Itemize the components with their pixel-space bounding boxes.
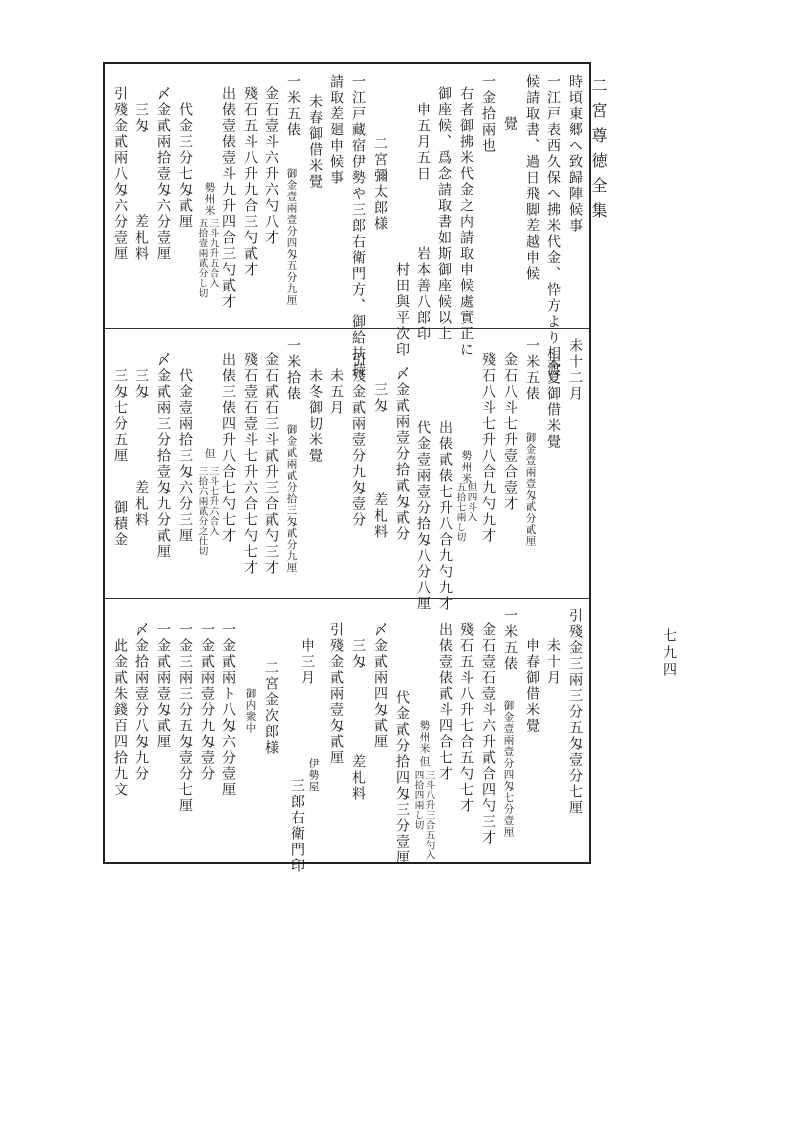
text-column: 三斗九升五合入 [207,218,219,288]
text-column: 勢州米 [203,182,216,217]
text-column: 三斗八升三合五勺入 [423,770,435,860]
text-column: 覺 [502,116,518,132]
text-column: 時頃東郷へ致歸陣候事 [567,74,583,234]
text-column: 〆金貳兩三分拾壹匁九分貳厘 [155,352,171,560]
text-column: 候請取書、過日飛脚差越申候 [524,74,540,282]
text-column: 一金貳兩壹匁貳厘 [155,622,171,750]
text-column: 代金三分七匁貳厘 [177,102,193,230]
section-divider [105,328,589,329]
text-column: 五拾壹兩貳分し切 [196,218,208,298]
text-column: 金石貳石三斗貳升三合貳勺三才 [263,352,279,576]
text-frame [103,62,591,874]
text-column: 三匁 [133,368,149,400]
text-column: 差札料 [372,492,388,540]
text-column: 金石壹斗六升六勺八才 [263,86,279,246]
text-column: 差札料 [133,214,149,262]
text-column: 伊勢屋 [307,758,320,793]
text-column: 御積金 [112,500,128,548]
text-column: 代金壹兩拾三匁六分三厘 [177,368,193,544]
text-column: 出俵壹俵貳斗四合七才 [437,622,453,782]
text-column: 但四斗入 [465,482,477,522]
text-column: 出俵三俵四升八合七勺七才 [220,352,236,544]
text-column: 岩本善八郎印 [415,246,431,342]
book-title: 二宮尊徳全集 [589,77,608,227]
section-divider [105,598,589,599]
text-column: 代金貳分拾四匁三分壹厘 [394,690,410,866]
text-column: 御金壹兩壹匁貳分貳厘 [524,432,537,547]
text-column: 一金拾兩也 [480,74,496,154]
text-column: 一金貳兩壹分九匁壹分 [199,622,215,782]
text-column: 勢州米 [460,450,473,485]
text-column: 二宮彌太郎様 [372,136,388,232]
text-column: 二宮金次郎様 [263,660,279,756]
text-column: 〆金貳兩四匁貳厘 [372,622,388,750]
text-column: 請取差廻申候事 [328,74,344,186]
text-column: 申五月五日 [415,102,431,182]
text-column: 三匁 [372,382,388,414]
text-section-bottom [105,600,589,874]
text-column: 三匁七分五厘 [112,368,128,464]
text-column: 三斗七升六合入 [207,466,219,536]
text-column: 未十月 [545,638,561,686]
text-column: 〆金拾兩壹分八匁九分 [133,622,149,782]
text-column: 殘石五斗八升九合三勺貳才 [242,86,258,278]
text-column: 御金壹兩壹分四匁七分壹厘 [502,700,515,838]
text-column: 一米五俵 [502,608,518,672]
text-column: 差札料 [350,754,366,802]
text-column: 此金貳朱錢百四拾九文 [112,638,128,798]
text-column: 勢州米 [418,720,431,755]
text-column: 御金壹兩壹分四匁五分九厘 [285,168,298,306]
text-column: 御金貳兩貳分拾三匁貳分九厘 [285,424,298,574]
text-column: 〆金貳兩拾壹匁六分壹厘 [155,86,171,262]
text-column: 御内衆中 [244,688,257,734]
text-column: 未十二月 [567,338,583,402]
text-column: 殘石五斗八升七合五勺七才 [458,622,474,814]
text-column: 引殘金貳兩壹分九匁壹分 [350,352,366,528]
text-column: 未夏御借米覺 [545,354,561,450]
text-column: 殘石八斗七升八合九勺九才 [480,352,496,544]
text-column: 一金三兩三分五匁壹分七厘 [177,622,193,814]
text-section-middle [105,330,589,612]
text-column: 差札料 [133,480,149,528]
text-column: 一江戸藏宿伊勢や三郎右衛門方、御給扶持 [350,74,366,378]
text-column: 申三月 [299,638,315,686]
text-column: 一米五俵 [524,338,540,402]
text-column: 出俵貳俵七升八合九勺九才 [437,420,453,612]
text-column: 四拾四兩し切 [412,770,424,830]
text-column: 御座候、爲念請取書如斯御座候以上 [436,86,452,342]
text-column: 未冬御切米覺 [307,368,323,464]
text-column: 三匁 [133,102,149,134]
text-column: 一江戸表西久保へ拂米代金、忰方より相渡 [545,74,561,378]
page-number: 七九四 [661,628,677,679]
text-column: 五拾七兩し切 [454,482,466,542]
text-column: 金石八斗七升壹合壹才 [502,352,518,512]
text-column: 殘石壹石壹斗七升六合七勺七才 [242,352,258,576]
text-column: 一米五俵 [285,74,301,138]
text-column: 但 [418,756,431,768]
text-column: 但 [203,448,216,460]
text-column: 右者御拂米代金之内請取申候處實正に [458,86,474,358]
text-column: 一金貳兩ト八匁六分壹厘 [220,622,236,798]
text-column: 申春御借米覺 [524,638,540,734]
text-column: 三郎右衛門印 [289,778,305,874]
text-column: 出俵壹俵壹斗九升四合三勺貳才 [220,86,236,310]
text-column: 未五月 [328,368,344,416]
text-column: 引殘金三兩三分五匁壹分七厘 [567,608,583,816]
text-column: 引殘金貳兩壹匁貳厘 [328,622,344,766]
text-column: 〆金貳兩壹分拾貳匁貳分 [394,366,410,542]
text-column: 代金壹兩壹分拾匁八分八厘 [415,420,431,612]
text-column: 村田與平次印 [394,262,410,358]
text-column: 未春御借米覺 [307,94,323,190]
text-column: 引殘金貳兩八匁六分壹厘 [112,86,128,262]
text-column: 一米拾俵 [285,338,301,402]
text-column: 三拾六兩貳分之仕切 [196,466,208,556]
text-column: 金石壹石壹斗六升貳合四勺三才 [480,622,496,846]
text-column: 三匁 [350,638,366,670]
